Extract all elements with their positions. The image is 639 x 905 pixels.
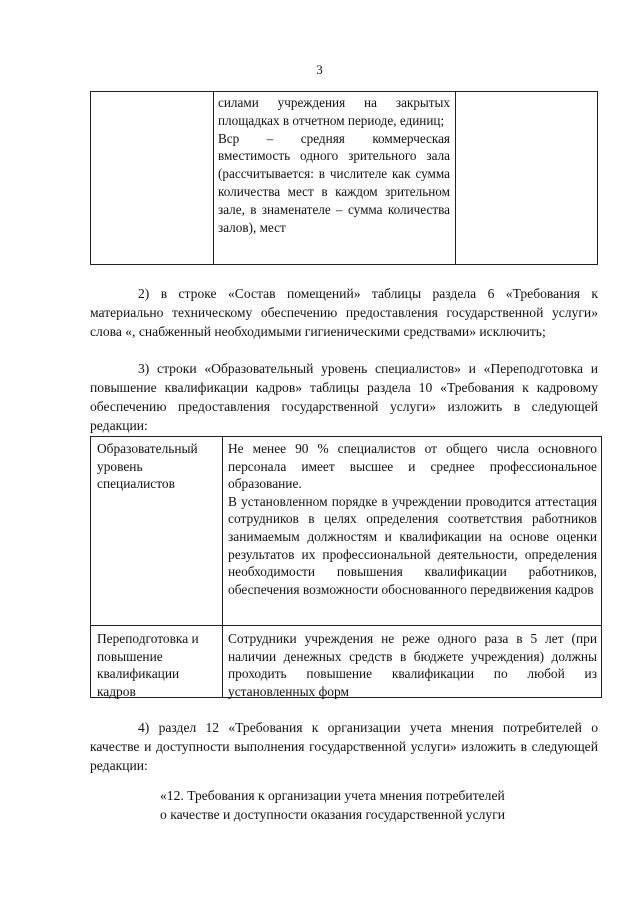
paragraph-text: 2) в строке «Состав помещений» таблицы раздела 6 «Требования к материально техническому обеспечению предоставления государственной услуги» слова «, снабженный необходимыми гигиеническими средствами» исключить;	[90, 286, 598, 339]
table-cell-formula-description	[218, 94, 450, 236]
table-column-divider	[222, 437, 223, 697]
paragraph-3	[90, 359, 598, 435]
continuation-table	[90, 91, 598, 265]
table-cell-text: силами учреждения на закрытых площадках в отчетном периоде, единиц;	[218, 95, 450, 128]
paragraph-text: 4) раздел 12 «Требования к организации учета мнения потребителей о качестве и доступности выполнения государственной услуги» изложить в следующей редакции:	[90, 720, 598, 773]
section-heading-line: «12. Требования к организации учета мнения потребителей	[160, 788, 505, 803]
table-cell-education-text	[228, 440, 597, 598]
table-cell-text: Сотрудники учреждения не реже одного раза в 5 лет (при наличии денежных средств в бюджете учреждения) должны проходить повышение квалификации по любой из установленных форм	[228, 631, 597, 699]
table-cell-label-education: Образовательный уровень специалистов	[97, 441, 198, 492]
paragraph-text: 3) строки «Образовательный уровень специалистов» и «Переподготовка и повышение квалификации кадров» таблицы раздела 10 «Требования к кадровому обеспечению предоставления государственной услуги» изложить в следующей редакции:	[90, 361, 598, 433]
section-heading	[160, 786, 600, 824]
table-cell-text: Вср – средняя коммерческая вместимость одного зрительного зала (рассчитывается: в числителе как сумма количества мест в каждом зрительном зале, в знаменателе – сумма количества залов), мест	[218, 130, 450, 235]
table-cell-text: Не менее 90 % специалистов от общего числа основного персонала имеет высшее и среднее профессиональное образование.	[228, 441, 597, 492]
table-cell-training-text	[228, 630, 597, 700]
section-heading-line: о качестве и доступности оказания государственной услуги	[160, 807, 506, 822]
table-column-divider	[213, 92, 214, 264]
staffing-table	[90, 436, 602, 698]
table-cell-label-training: Переподготовка и повышение квалификации кадров	[97, 631, 199, 699]
paragraph-4	[90, 718, 598, 775]
table-row-divider	[91, 625, 601, 626]
table-column-divider	[455, 92, 456, 264]
paragraph-2	[90, 284, 598, 341]
table-cell-text: В установленном порядке в учреждении проводится аттестация сотрудников в целях определения соответствия работников занимаемым должностям и квалификации на основе оценки результатов их профессиональной деятельности, определения необходимости повышения квалификации работников, обеспечения возможности обоснованного передвижения кадров	[228, 493, 597, 597]
page-number: 3	[316, 62, 323, 77]
